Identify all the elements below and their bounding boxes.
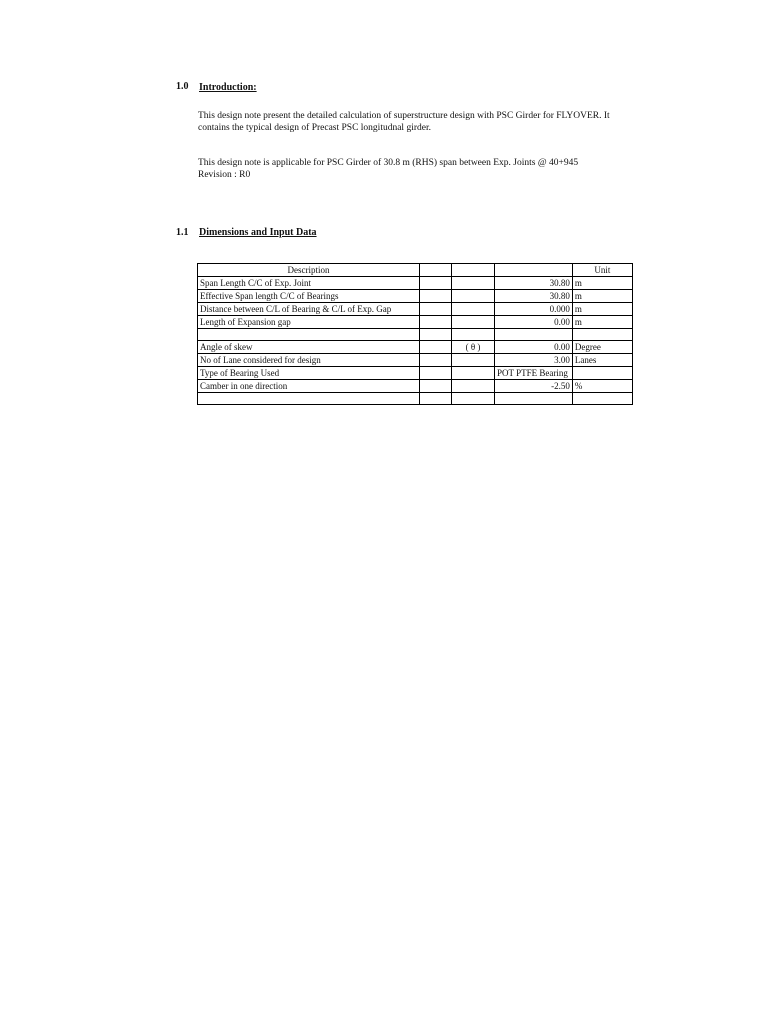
row-unit: Degree xyxy=(572,341,632,354)
table-row xyxy=(198,277,633,290)
row-symbol xyxy=(452,303,495,316)
row-description xyxy=(198,329,420,341)
header-blank-cell xyxy=(452,264,495,277)
row-symbol xyxy=(452,290,495,303)
row-unit xyxy=(572,393,632,405)
table-row xyxy=(198,290,633,303)
table-row xyxy=(198,316,633,329)
table-row xyxy=(198,354,633,367)
table-row xyxy=(198,393,633,405)
row-unit: m xyxy=(572,277,632,290)
row-blank-cell xyxy=(420,303,452,316)
section-number-intro: 1.0 xyxy=(176,81,189,92)
intro-paragraph-1 xyxy=(198,110,638,134)
row-description: Type of Bearing Used xyxy=(198,367,420,380)
row-value: 30.80 xyxy=(495,277,573,290)
row-symbol: ( θ ) xyxy=(452,341,495,354)
section-title-dims: Dimensions and Input Data xyxy=(199,227,317,238)
row-symbol xyxy=(452,354,495,367)
row-value: 0.00 xyxy=(495,341,573,354)
row-blank-cell xyxy=(420,277,452,290)
intro-paragraph-2-line-1: This design note is applicable for PSC Girder of 30.8 m (RHS) span between Exp. Joints @ 40+945 xyxy=(198,158,579,168)
row-blank-cell xyxy=(420,380,452,393)
row-unit: m xyxy=(572,303,632,316)
row-value: 0.00 xyxy=(495,316,573,329)
dimensions-table xyxy=(197,263,633,405)
intro-paragraph-1-line-2: contains the typical design of Precast PSC longitudnal girder. xyxy=(198,123,431,133)
row-description xyxy=(198,393,420,405)
intro-paragraph-1-line-1: This design note present the detailed calculation of superstructure design with PSC Girder for FLYOVER. It xyxy=(198,111,610,121)
row-description: Camber in one direction xyxy=(198,380,420,393)
row-unit: Lanes xyxy=(572,354,632,367)
row-value: -2.50 xyxy=(495,380,573,393)
row-unit xyxy=(572,329,632,341)
row-unit: % xyxy=(572,380,632,393)
row-symbol xyxy=(452,380,495,393)
intro-paragraph-2 xyxy=(198,157,638,181)
row-symbol xyxy=(452,329,495,341)
row-blank-cell xyxy=(420,290,452,303)
row-symbol xyxy=(452,393,495,405)
table-row xyxy=(198,329,633,341)
row-unit xyxy=(572,367,632,380)
section-title-intro: Introduction: xyxy=(199,82,257,93)
row-blank-cell xyxy=(420,354,452,367)
table-row xyxy=(198,380,633,393)
row-value: 3.00 xyxy=(495,354,573,367)
row-blank-cell xyxy=(420,341,452,354)
row-blank-cell xyxy=(420,393,452,405)
row-description: Effective Span length C/C of Bearings xyxy=(198,290,420,303)
row-value: POT PTFE Bearing xyxy=(495,367,573,380)
intro-paragraph-2-line-2: Revision : R0 xyxy=(198,170,251,180)
row-unit: m xyxy=(572,316,632,329)
row-unit: m xyxy=(572,290,632,303)
row-blank-cell xyxy=(420,367,452,380)
table-row xyxy=(198,341,633,354)
section-number-dims: 1.1 xyxy=(176,227,189,238)
row-description: Distance between C/L of Bearing & C/L of Exp. Gap xyxy=(198,303,420,316)
header-blank-cell xyxy=(495,264,573,277)
row-value: 0.000 xyxy=(495,303,573,316)
row-symbol xyxy=(452,367,495,380)
header-description: Description xyxy=(198,264,420,277)
row-description: Span Length C/C of Exp. Joint xyxy=(198,277,420,290)
header-blank-cell xyxy=(420,264,452,277)
row-symbol xyxy=(452,277,495,290)
row-description: Length of Expansion gap xyxy=(198,316,420,329)
row-blank-cell xyxy=(420,329,452,341)
row-description: No of Lane considered for design xyxy=(198,354,420,367)
row-description: Angle of skew xyxy=(198,341,420,354)
table-row xyxy=(198,303,633,316)
header-unit: Unit xyxy=(572,264,632,277)
table-row xyxy=(198,367,633,380)
row-value xyxy=(495,329,573,341)
row-blank-cell xyxy=(420,316,452,329)
table-header-row xyxy=(198,264,633,277)
row-symbol xyxy=(452,316,495,329)
row-value: 30.80 xyxy=(495,290,573,303)
row-value xyxy=(495,393,573,405)
